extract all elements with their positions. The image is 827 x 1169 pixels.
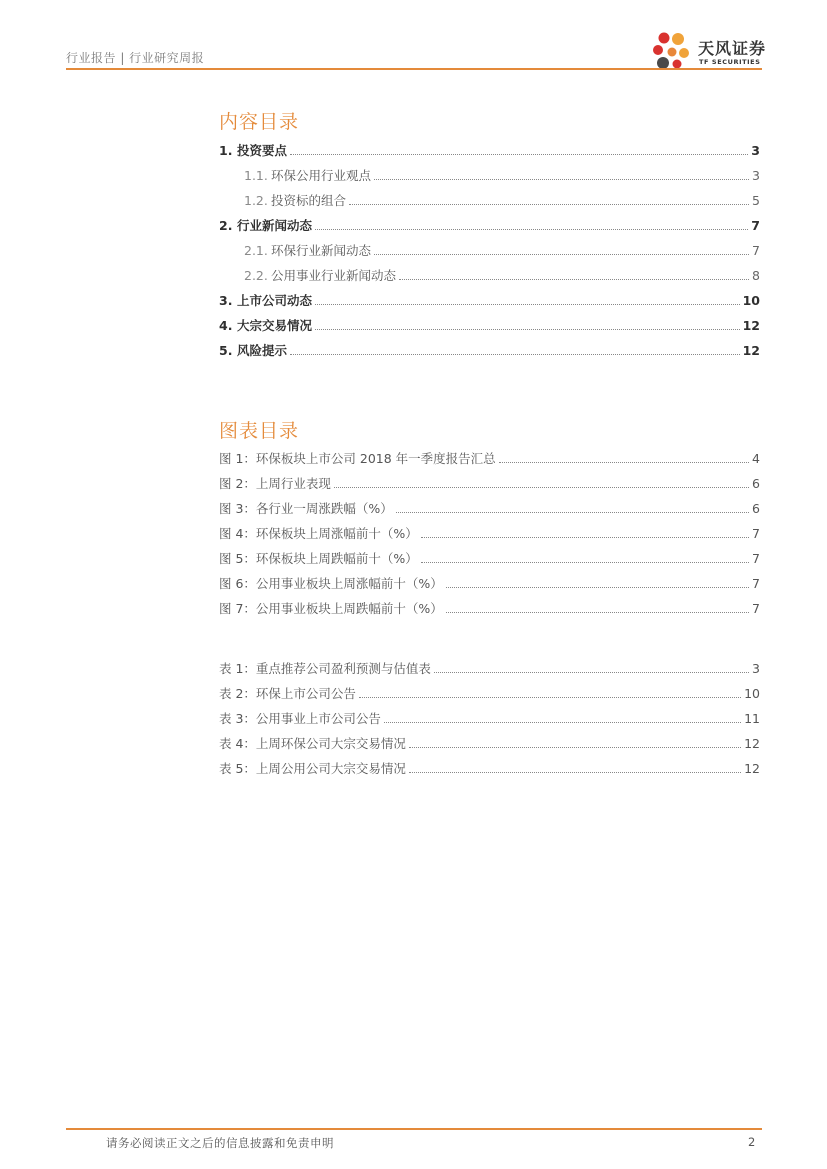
toc-entry-label: 表 2：环保上市公司公告 — [219, 686, 356, 701]
figures-title: 图表目录 — [219, 420, 300, 442]
toc-entry[interactable] — [219, 215, 760, 235]
toc-entry[interactable] — [219, 315, 760, 335]
toc-entry[interactable] — [219, 758, 760, 778]
toc-entry-number: 3. — [219, 292, 233, 308]
toc-entry[interactable] — [219, 498, 760, 518]
toc-entry-page: 7 — [751, 217, 760, 233]
dot-leader — [374, 254, 749, 255]
header-divider — [66, 68, 762, 70]
dot-leader — [334, 487, 749, 488]
toc-entry-page: 5 — [752, 192, 760, 208]
toc-entry-label: 投资要点 — [237, 143, 288, 158]
report-type-label: 行业报告 | 行业研究周报 — [66, 51, 205, 65]
toc-entry-label: 表 5：上周公用公司大宗交易情况 — [219, 761, 406, 776]
brand-name-cn: 天风证券 — [698, 39, 767, 58]
brand-logo — [650, 30, 765, 72]
dot-leader — [396, 512, 749, 513]
toc-entry-number: 4. — [219, 317, 233, 333]
toc-entry[interactable] — [219, 265, 760, 285]
toc-entry-label: 上市公司动态 — [237, 293, 313, 308]
toc-entry-page: 7 — [752, 600, 760, 616]
toc-entry-label: 图 1：环保板块上市公司 2018 年一季度报告汇总 — [219, 451, 496, 466]
dot-leader — [290, 154, 748, 155]
toc-entry-label: 表 1：重点推荐公司盈利预测与估值表 — [219, 661, 431, 676]
dot-leader — [399, 279, 749, 280]
dot-leader — [499, 462, 749, 463]
dot-leader — [421, 562, 749, 563]
toc-entry-label: 风险提示 — [237, 343, 288, 358]
toc-entry-page: 10 — [742, 292, 760, 308]
toc-entry-label: 图 7：公用事业板块上周跌幅前十（%） — [219, 601, 443, 616]
toc-entry-label: 图 2：上周行业表现 — [219, 476, 331, 491]
toc-entry[interactable] — [219, 708, 760, 728]
toc-entry-page: 4 — [752, 450, 760, 466]
toc-entry-page: 12 — [744, 760, 760, 776]
dot-leader — [434, 672, 749, 673]
dot-leader — [315, 304, 740, 305]
toc-entry-label: 图 5：环保板块上周跌幅前十（%） — [219, 551, 418, 566]
toc-entry-page: 12 — [742, 317, 760, 333]
toc-entry-label: 大宗交易情况 — [237, 318, 313, 333]
toc-entry[interactable] — [219, 140, 760, 160]
toc-entry[interactable] — [219, 598, 760, 618]
dot-leader — [374, 179, 749, 180]
toc-entry[interactable] — [219, 658, 760, 678]
toc-entry-label: 行业新闻动态 — [237, 218, 313, 233]
toc-entry[interactable] — [219, 548, 760, 568]
toc-entry-label: 环保行业新闻动态 — [271, 243, 372, 258]
dot-leader — [446, 612, 749, 613]
toc-entry-page: 3 — [751, 142, 760, 158]
toc-entry-label: 图 6：公用事业板块上周涨幅前十（%） — [219, 576, 443, 591]
toc-entry-label: 表 4：上周环保公司大宗交易情况 — [219, 736, 406, 751]
page-number: 2 — [748, 1135, 756, 1149]
toc-entry-page: 8 — [752, 267, 760, 283]
toc-entry-label: 图 3：各行业一周涨跌幅（%） — [219, 501, 393, 516]
toc-entry[interactable] — [219, 683, 760, 703]
toc-entry-number: 2.1. — [244, 242, 268, 258]
toc-entry-page: 7 — [752, 525, 760, 541]
toc-entry-page: 6 — [752, 500, 760, 516]
toc-entry[interactable] — [219, 523, 760, 543]
toc-entry-label: 公用事业行业新闻动态 — [271, 268, 397, 283]
toc-entry-page: 12 — [742, 342, 760, 358]
toc-entry[interactable] — [219, 340, 760, 360]
dot-leader — [384, 722, 741, 723]
toc-entry-label: 投资标的组合 — [271, 193, 347, 208]
dot-leader — [315, 329, 740, 330]
toc-entry-page: 11 — [744, 710, 760, 726]
toc-entry[interactable] — [219, 573, 760, 593]
dot-leader — [409, 747, 741, 748]
dot-leader — [290, 354, 740, 355]
toc-entry[interactable] — [219, 165, 760, 185]
toc-entry-number: 1. — [219, 142, 233, 158]
toc-entry-page: 7 — [752, 550, 760, 566]
toc-entry-page: 12 — [744, 735, 760, 751]
toc-entry-number: 1.1. — [244, 167, 268, 183]
toc-entry-label: 环保公用行业观点 — [271, 168, 372, 183]
toc-entry-page: 3 — [752, 660, 760, 676]
toc-entry-page: 6 — [752, 475, 760, 491]
toc-entry[interactable] — [219, 448, 760, 468]
toc-entry-number: 1.2. — [244, 192, 268, 208]
dot-leader — [421, 537, 749, 538]
toc-entry[interactable] — [219, 190, 760, 210]
toc-entry-number: 2.2. — [244, 267, 268, 283]
dot-leader — [359, 697, 741, 698]
toc-entry-page: 10 — [744, 685, 760, 701]
toc-entry[interactable] — [219, 733, 760, 753]
toc-entry[interactable] — [219, 240, 760, 260]
toc-entry-page: 3 — [752, 167, 760, 183]
dot-leader — [349, 204, 749, 205]
toc-entry[interactable] — [219, 290, 760, 310]
dot-leader — [409, 772, 741, 773]
dot-leader — [446, 587, 749, 588]
dot-leader — [315, 229, 748, 230]
toc-entry-page: 7 — [752, 242, 760, 258]
footer-disclaimer: 请务必阅读正文之后的信息披露和免责申明 — [106, 1136, 334, 1150]
contents-title: 内容目录 — [219, 111, 300, 133]
toc-entry-label: 表 3：公用事业上市公司公告 — [219, 711, 381, 726]
footer-divider — [66, 1128, 762, 1130]
toc-entry[interactable] — [219, 473, 760, 493]
toc-entry-label: 图 4：环保板块上周涨幅前十（%） — [219, 526, 418, 541]
toc-entry-page: 7 — [752, 575, 760, 591]
tf-securities-logo-icon — [650, 30, 694, 72]
toc-entry-number: 5. — [219, 342, 233, 358]
brand-name-en: TF SECURITIES — [699, 58, 761, 66]
toc-entry-number: 2. — [219, 217, 233, 233]
